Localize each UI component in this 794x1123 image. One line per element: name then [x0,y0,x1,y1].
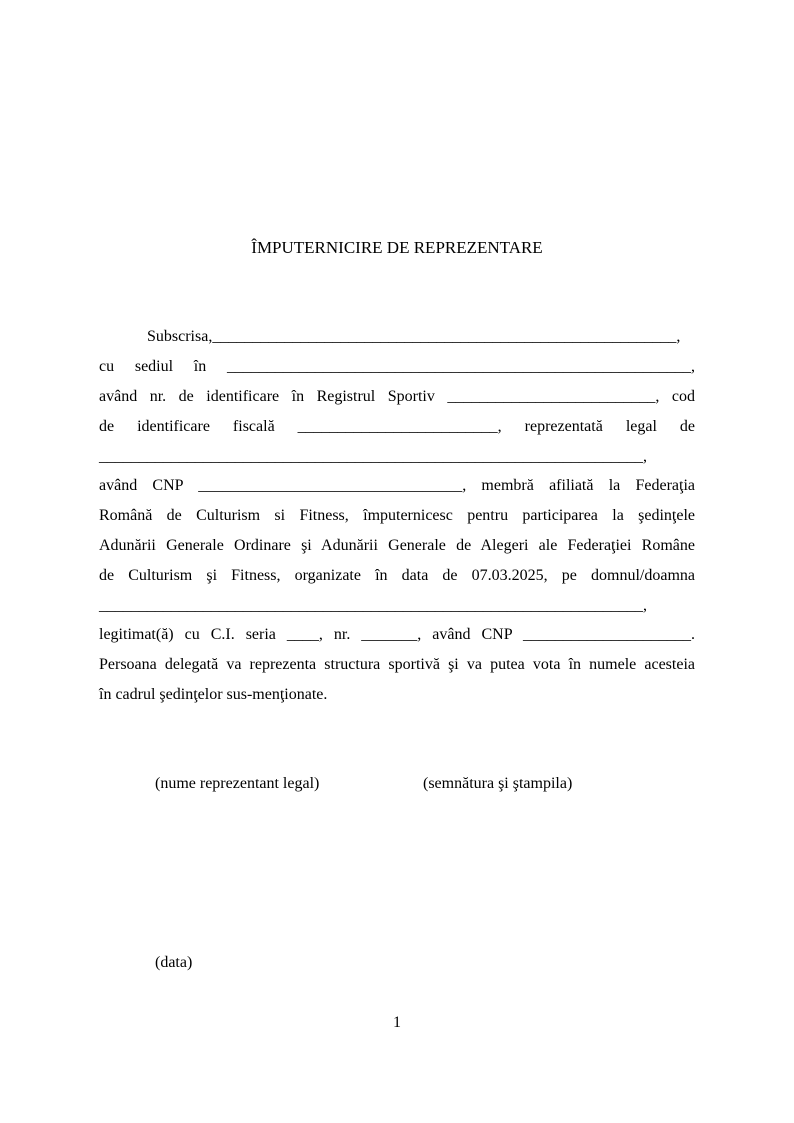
paragraph-line: în cadrul şedinţelor sus-menţionate. [99,685,328,703]
signature-stamp-label: (semnătura şi ştampila) [423,775,573,793]
paragraph-line: cu sediul în __________________________________________________________, [99,358,695,376]
paragraph-line: legitimat(ă) cu C.I. seria ____, nr. _______, având CNP _____________________. [99,626,695,644]
paragraph-line: Română de Culturism si Fitness, împuternicesc pentru participarea la şedinţele [99,507,695,525]
spacer [99,978,695,1008]
paragraph-line: ____________________________________________________________________, [99,447,647,465]
paragraph-line: având nr. de identificare în Registrul Sportiv __________________________, cod [99,387,695,405]
paragraph-line: Adunării Generale Ordinare şi Adunării Generale de Alegeri ale Federaţiei Române [99,536,695,554]
paragraph-line: de Culturism şi Fitness, organizate în data de 07.03.2025, pe domnul/doamna [99,566,695,584]
page-number: 1 [393,1013,401,1031]
signature-row [99,769,695,799]
spacer [99,799,695,948]
paragraph-line: Persoana delegată va reprezenta structura sportivă şi va putea vota în numele acesteia [99,656,695,674]
paragraph-line: de identificare fiscală _________________________, reprezentată legal de [99,417,695,435]
signature-name-label: (nume reprezentant legal) [155,775,320,793]
spacer [99,263,695,323]
paragraph-line: ____________________________________________________________________, [99,596,647,614]
page-title: ÎMPUTERNICIRE DE REPREZENTARE [251,238,543,257]
document-body [99,233,695,1038]
paragraph-line: având CNP _________________________________, membră afiliată la Federaţia [99,477,695,495]
date-label: (data) [155,954,193,972]
paragraph [99,322,695,709]
spacer [99,710,695,770]
paragraph-line: Subscrisa,__________________________________________________________, [147,328,681,346]
